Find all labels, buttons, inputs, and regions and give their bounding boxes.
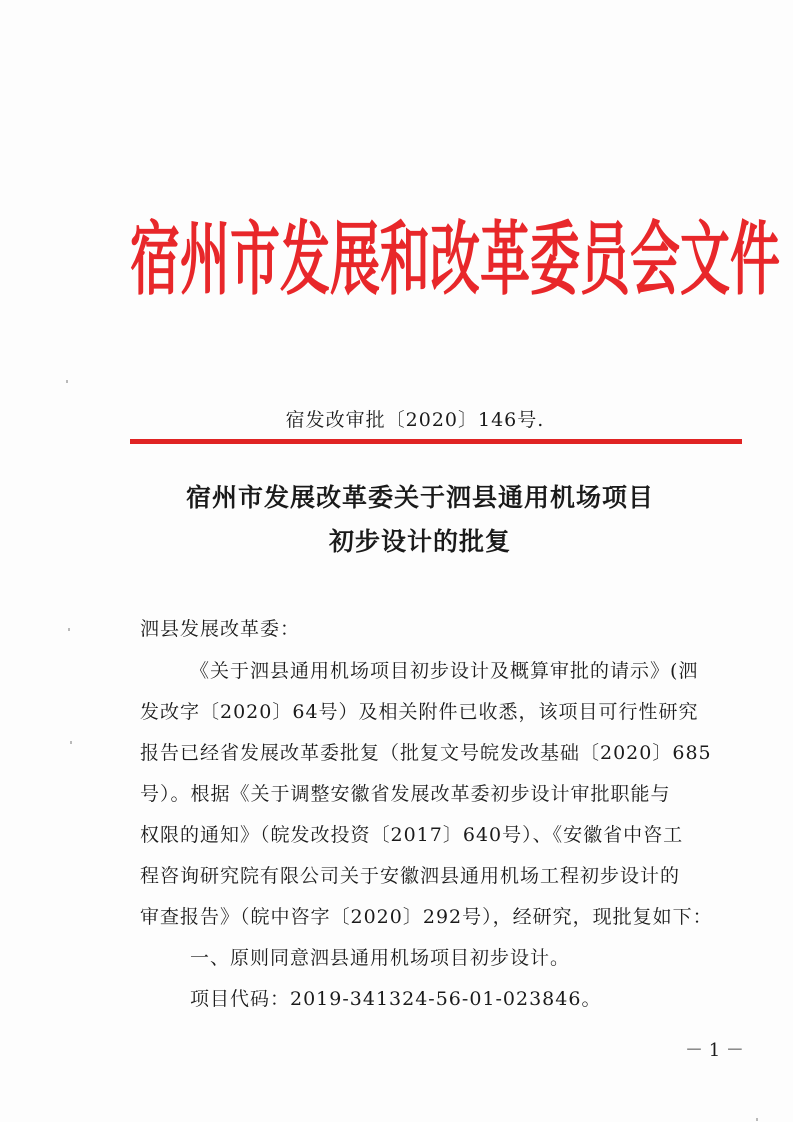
document-title-line-1: 宿州市发展改革委关于泗县通用机场项目 xyxy=(185,483,654,512)
body-paragraph-line: 权限的通知》（皖发改投资〔2017〕640号）、《安徽省中咨工 xyxy=(140,824,684,846)
masthead-title: 宿州市发展和改革委员会文件 xyxy=(130,212,780,307)
body-paragraph-line: 程咨询研究院有限公司关于安徽泗县通用机场工程初步设计的 xyxy=(140,865,681,887)
page-number: － 1 － xyxy=(685,1040,744,1061)
decision-item-1: 一、原则同意泗县通用机场项目初步设计。 xyxy=(190,947,571,969)
document-title-line-2: 初步设计的批复 xyxy=(328,527,511,556)
body-paragraph-line: 号）。根据《关于调整安徽省发展改革委初步设计审批职能与 xyxy=(140,783,671,805)
scan-speck xyxy=(68,628,70,631)
scan-speck xyxy=(70,741,72,744)
project-code: 项目代码：2019-341324-56-01-023846。 xyxy=(190,988,602,1010)
body-paragraph-line: 报告已经省发展改革委批复（批复文号皖发改基础〔2020〕685 xyxy=(140,742,712,764)
document-number: 宿发改审批〔2020〕146号. xyxy=(285,409,545,431)
red-divider-line xyxy=(130,439,742,444)
scan-speck xyxy=(756,1118,758,1121)
body-paragraph-line: 发改字〔2020〕64号）及相关附件已收悉，该项目可行性研究 xyxy=(140,701,699,723)
scan-speck xyxy=(66,380,68,383)
body-paragraph-line: 审查报告》（皖中咨字〔2020〕292号），经研究，现批复如下： xyxy=(140,906,713,928)
body-paragraph-line: 《关于泗县通用机场项目初步设计及概算审批的请示》(泗 xyxy=(190,660,699,682)
addressee: 泗县发展改革委： xyxy=(140,618,301,640)
